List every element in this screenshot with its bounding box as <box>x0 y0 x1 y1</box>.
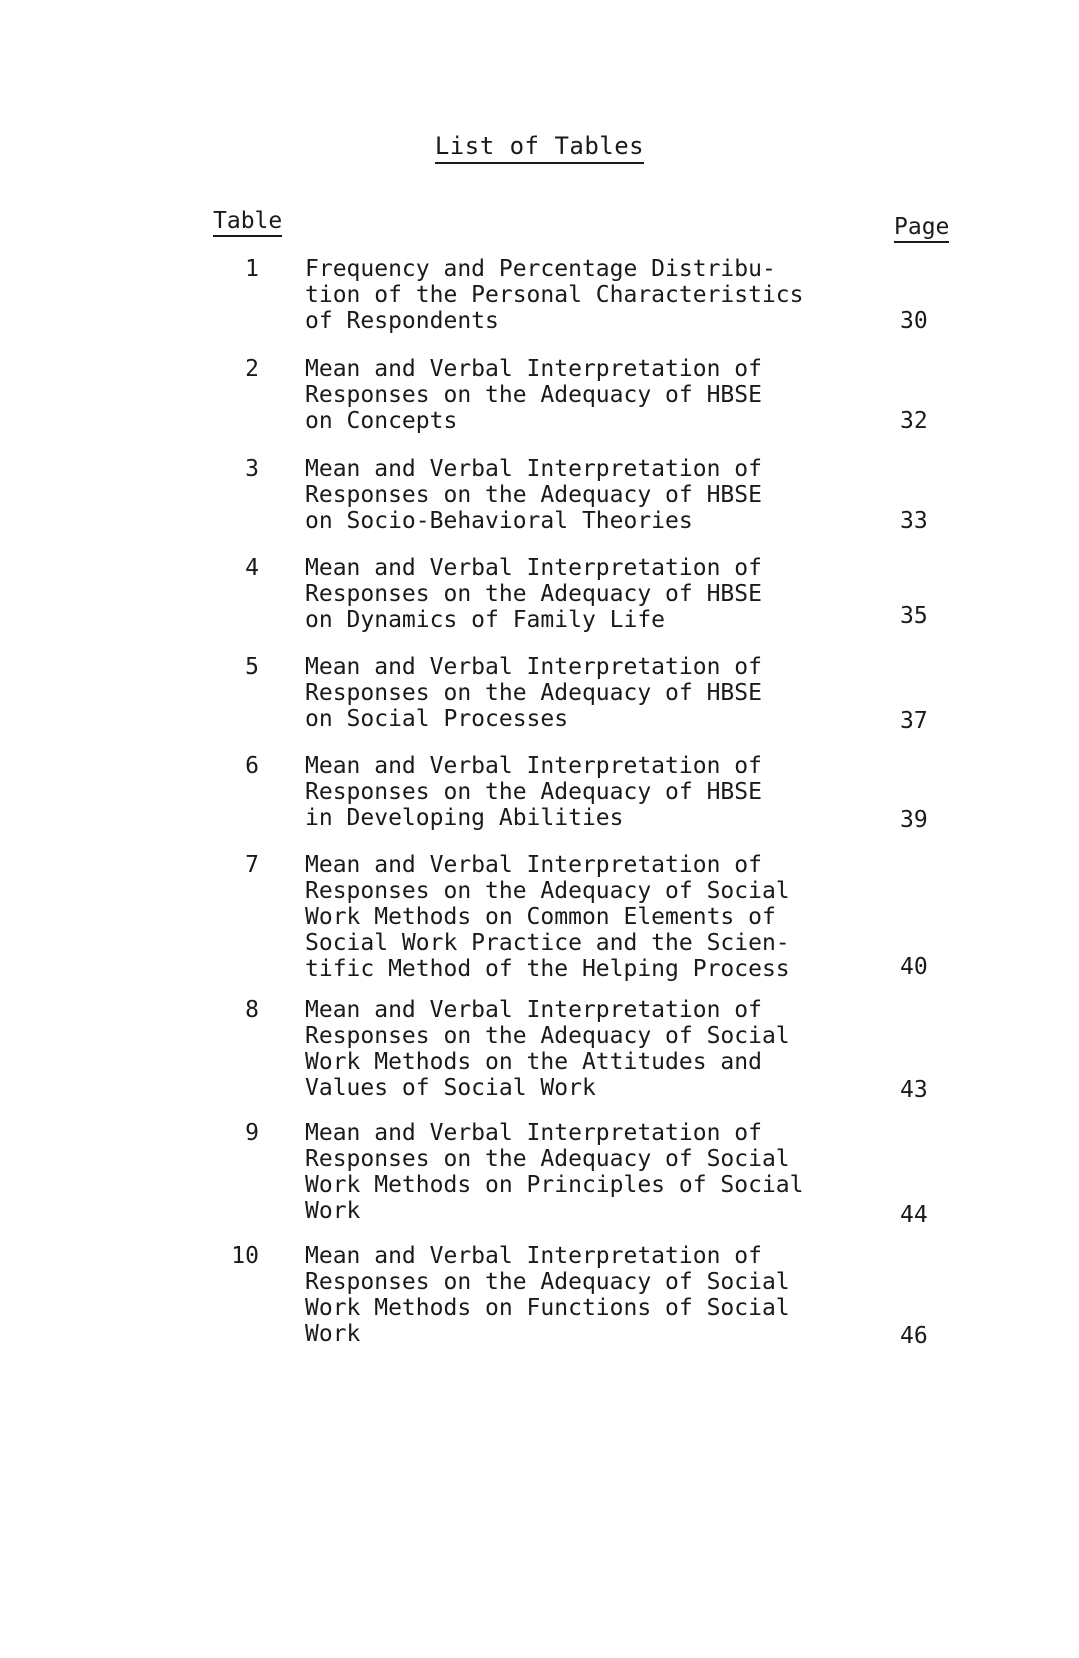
table-number: 5 <box>245 654 259 680</box>
table-description: Mean and Verbal Interpretation of Responses on the Adequacy of HBSE on Social Processes <box>305 654 762 732</box>
table-number: 1 <box>245 256 259 282</box>
table-description: Mean and Verbal Interpretation of Responses on the Adequacy of HBSE on Dynamics of Family Life <box>305 555 762 633</box>
table-description: Frequency and Percentage Distribu- tion of the Personal Characteristics of Respondents <box>305 256 804 334</box>
table-description: Mean and Verbal Interpretation of Responses on the Adequacy of HBSE in Developing Abilities <box>305 753 762 831</box>
table-number: 2 <box>245 356 259 382</box>
page-title <box>0 132 1079 160</box>
table-column-header-text: Table <box>213 208 282 237</box>
table-number: 4 <box>245 555 259 581</box>
table-number: 10 <box>231 1243 259 1269</box>
table-description: Mean and Verbal Interpretation of Responses on the Adequacy of HBSE on Concepts <box>305 356 762 434</box>
page-number: 35 <box>900 603 928 629</box>
table-column-header <box>213 208 282 234</box>
table-description: Mean and Verbal Interpretation of Responses on the Adequacy of Social Work Methods on Principles of Social Work <box>305 1120 804 1224</box>
table-number: 3 <box>245 456 259 482</box>
page-number: 43 <box>900 1077 928 1103</box>
table-number: 9 <box>245 1120 259 1146</box>
page-title-text: List of Tables <box>435 132 644 164</box>
table-description: Mean and Verbal Interpretation of Responses on the Adequacy of HBSE on Socio-Behavioral Theories <box>305 456 762 534</box>
table-number: 8 <box>245 997 259 1023</box>
page-number: 33 <box>900 508 928 534</box>
page-number: 39 <box>900 807 928 833</box>
table-number: 6 <box>245 753 259 779</box>
table-description: Mean and Verbal Interpretation of Responses on the Adequacy of Social Work Methods on Functions of Social Work <box>305 1243 790 1347</box>
page-column-header <box>894 214 949 240</box>
table-number: 7 <box>245 852 259 878</box>
page-number: 46 <box>900 1323 928 1349</box>
page-column-header-text: Page <box>894 214 949 243</box>
page-number: 40 <box>900 954 928 980</box>
page-number: 44 <box>900 1202 928 1228</box>
page-number: 37 <box>900 708 928 734</box>
page-number: 30 <box>900 308 928 334</box>
table-description: Mean and Verbal Interpretation of Responses on the Adequacy of Social Work Methods on Common Elements of Social Work Practice and the Scien- tific Method of the Helping Process <box>305 852 790 982</box>
table-description: Mean and Verbal Interpretation of Responses on the Adequacy of Social Work Methods on the Attitudes and Values of Social Work <box>305 997 790 1101</box>
page-number: 32 <box>900 408 928 434</box>
